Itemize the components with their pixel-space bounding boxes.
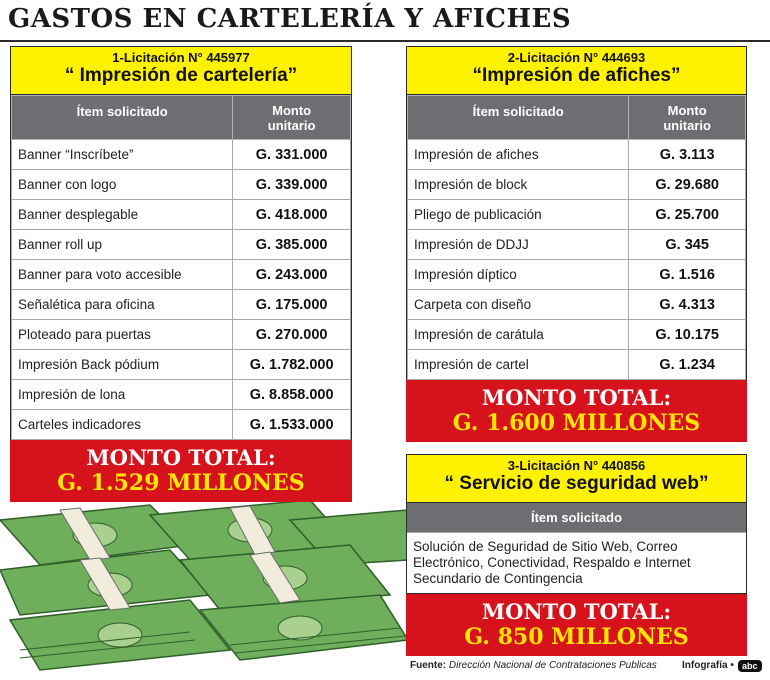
table-row [408, 230, 746, 260]
table-row [12, 230, 351, 260]
table-row [408, 260, 746, 290]
amount-cell: G. 1.782.000 [233, 350, 351, 380]
licitacion-1-table [11, 95, 351, 440]
total-label: MONTO TOTAL: [86, 445, 276, 470]
source-label: Fuente: [410, 660, 447, 671]
amount-cell: G. 345 [629, 230, 746, 260]
amount-cell: G. 1.234 [629, 350, 746, 380]
table-row [12, 320, 351, 350]
amount-cell: G. 25.700 [629, 200, 746, 230]
credit-text: Infografía • [682, 660, 734, 671]
total-value: G. 850 MILLONES [464, 624, 689, 650]
item-cell: Ploteado para puertas [12, 320, 233, 350]
table-row [12, 380, 351, 410]
amount-cell: G. 331.000 [233, 140, 351, 170]
licitacion-2-card [406, 46, 747, 380]
amount-cell: G. 4.313 [629, 290, 746, 320]
column-header-amount: Monto unitario [629, 96, 746, 140]
table-row [408, 140, 746, 170]
page-title: GASTOS EN CARTELERÍA Y AFICHES [8, 4, 572, 34]
licitacion-3-number: 3-Licitación N° 440856 [507, 458, 646, 473]
table-row [408, 320, 746, 350]
amount-cell: G. 175.000 [233, 290, 351, 320]
item-cell: Señalética para oficina [12, 290, 233, 320]
column-header-item: Ítem solicitado [12, 96, 233, 140]
table-row [408, 200, 746, 230]
source-text: Dirección Nacional de Contrataciones Publicas [448, 660, 657, 671]
table-row [12, 410, 351, 440]
amount-cell: G. 243.000 [233, 260, 351, 290]
amount-cell: G. 339.000 [233, 170, 351, 200]
item-cell: Carteles indicadores [12, 410, 233, 440]
item-cell: Pliego de publicación [408, 200, 629, 230]
money-stacks-illustration [0, 500, 408, 680]
table-row [408, 290, 746, 320]
abc-logo: abc [738, 660, 762, 672]
total-label: MONTO TOTAL: [481, 599, 672, 624]
amount-cell: G. 385.000 [233, 230, 351, 260]
amount-cell: G. 29.680 [629, 170, 746, 200]
item-cell: Banner desplegable [12, 200, 233, 230]
item-cell: Banner para voto accesible [12, 260, 233, 290]
item-cell: Banner “Inscríbete” [12, 140, 233, 170]
column-header-amount: Monto unitario [233, 96, 351, 140]
item-cell: Impresión Back pódium [12, 350, 233, 380]
table-row [12, 350, 351, 380]
item-cell: Impresión díptico [408, 260, 629, 290]
item-cell: Impresión de cartel [408, 350, 629, 380]
licitacion-1-total [10, 440, 352, 502]
table-row [12, 140, 351, 170]
amount-cell: G. 1.516 [629, 260, 746, 290]
item-cell: Banner roll up [12, 230, 233, 260]
column-header-item: Ítem solicitado [407, 503, 746, 533]
table-row [408, 170, 746, 200]
licitacion-3-item-text: Solución de Seguridad de Sitio Web, Correo Electrónico, Conectividad, Respaldo e Internet Secundario de Contingencia [413, 539, 691, 586]
licitacion-3-total [406, 594, 747, 656]
licitacion-3-card [406, 454, 747, 594]
amount-cell: G. 8.858.000 [233, 380, 351, 410]
licitacion-1-card [10, 46, 352, 440]
item-cell: Carpeta con diseño [408, 290, 629, 320]
licitacion-1-header [11, 47, 351, 95]
licitacion-2-header [407, 47, 746, 95]
amount-cell: G. 3.113 [629, 140, 746, 170]
amount-cell: G. 270.000 [233, 320, 351, 350]
source-footer [410, 660, 657, 671]
table-row [12, 200, 351, 230]
column-header-item: Ítem solicitado [408, 96, 629, 140]
item-cell: Impresión de lona [12, 380, 233, 410]
item-cell: Impresión de afiches [408, 140, 629, 170]
amount-cell: G. 10.175 [629, 320, 746, 350]
amount-cell: G. 418.000 [233, 200, 351, 230]
licitacion-1-number: 1-Licitación N° 445977 [112, 50, 250, 65]
title-divider [0, 40, 770, 42]
item-cell: Impresión de DDJJ [408, 230, 629, 260]
item-cell: Banner con logo [12, 170, 233, 200]
amount-cell: G. 1.533.000 [233, 410, 351, 440]
table-row [12, 260, 351, 290]
licitacion-2-name: “Impresión de afiches” [472, 65, 681, 86]
licitacion-3-header [407, 455, 746, 503]
total-label: MONTO TOTAL: [481, 385, 672, 410]
licitacion-2-total [406, 380, 747, 442]
total-value: G. 1.529 MILLONES [57, 470, 305, 496]
licitacion-2-number: 2-Licitación N° 444693 [507, 50, 646, 65]
licitacion-1-name: “ Impresión de cartelería” [64, 65, 298, 86]
item-cell: Impresión de block [408, 170, 629, 200]
licitacion-3-name: “ Servicio de seguridad web” [444, 473, 709, 494]
table-row [12, 290, 351, 320]
table-row [408, 350, 746, 380]
item-cell: Impresión de carátula [408, 320, 629, 350]
licitacion-2-table [407, 95, 746, 380]
table-row [12, 170, 351, 200]
total-value: G. 1.600 MILLONES [452, 410, 701, 436]
